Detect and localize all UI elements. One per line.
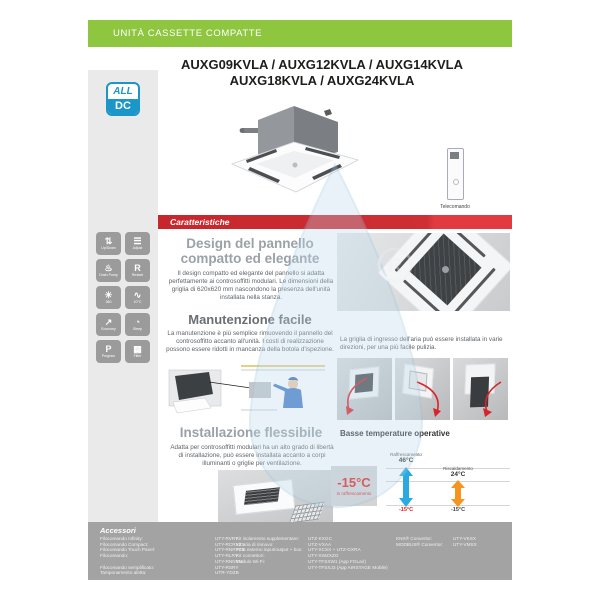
grille-direction-photo-2 [395, 358, 450, 420]
accessory-label: Filocomando Touch Panel: [100, 547, 156, 553]
economy-glyph: ↗ [104, 317, 113, 328]
accessory-value: UTY-RSRY [215, 564, 239, 570]
accessory-value: UTY-TFSXW1 (App FGLair) [308, 558, 366, 564]
swing-updown-icon [96, 232, 121, 255]
accessories-footer [88, 522, 512, 580]
remote-caption: Telecomando [440, 204, 470, 210]
accessory-value: UTY-RLRY [215, 553, 238, 559]
accessory-label: Tamponamento aletta: [100, 570, 147, 576]
program-timer-label: Program [101, 354, 116, 359]
heating-min: -15°C [450, 507, 466, 513]
economy-label: Economy [101, 327, 116, 332]
airflow-360-icon [96, 286, 121, 309]
model-names [110, 57, 534, 89]
remote-control-image [447, 148, 464, 200]
low-temp-title: Basse temperature operative [340, 429, 450, 438]
heat-10c-icon [125, 286, 150, 309]
low-temp-caption: in raffrescamento [336, 491, 372, 496]
panel-photo-panel [377, 233, 510, 311]
cooling-range-labels [385, 452, 427, 464]
filter-label: Filter [133, 354, 142, 359]
installation-section-title: Installazione flessibile [179, 425, 323, 440]
adjust-louver-glyph: ☰ [133, 236, 142, 247]
airflow-360-glyph: ✳ [104, 290, 113, 301]
maintenance-body-right: La griglia di ingresso dell'aria può essere installata in varie direzioni, per una più facile pulizia. [340, 336, 503, 351]
accessory-value: UTY-TFSXJ3 (App AIRSTAGE Mobile) [308, 564, 388, 570]
accessory-value: UTY-RNRYZ5 [215, 547, 245, 553]
remote-button [453, 179, 459, 185]
accessory-value: UTY-XCSX + UTZ-GXRA [308, 547, 361, 553]
program-timer-glyph: P [105, 344, 112, 355]
model-line-2: AUXG18KVLA / AUXG24KVLA [229, 73, 415, 88]
cooling-max: 46°C [398, 457, 414, 464]
accessory-value: UTY-RCRYZ1 [215, 541, 245, 547]
grille-direction-photo-3 [453, 358, 508, 420]
design-section-title [163, 236, 337, 266]
economy-icon [96, 313, 121, 336]
accessory-value: UTY-VKSX [453, 536, 477, 541]
grille-direction-photo-1 [337, 358, 392, 420]
heating-range-arrow [450, 480, 466, 507]
accessory-label: PCB esterno input/output + box: [236, 547, 303, 553]
accessory-label [236, 565, 308, 571]
accessory-value: UTY-XWZXZG [308, 553, 339, 559]
filter-icon [125, 340, 150, 363]
accessory-label: Filocomando Infinity: [100, 536, 143, 541]
accessory-value: UTR-YDZB [215, 570, 239, 576]
maintenance-section-title: Manutenzione facile [188, 312, 312, 327]
accessories-group-3 [396, 536, 477, 547]
maintenance-illustration [165, 358, 333, 420]
sleep-icon [125, 313, 150, 336]
accessory-label: Filocomando Compact: [100, 541, 149, 547]
heating-label: Riscaldamento [443, 466, 473, 471]
panel-photo [337, 233, 510, 311]
accessory-label: Filocomando: [100, 553, 129, 559]
accessory-value: UTZ-VXAA [308, 541, 332, 547]
swing-updown-glyph: ⇅ [104, 236, 113, 247]
installation-photo [218, 470, 333, 530]
drain-pump-label: Drain Pump [99, 273, 118, 278]
heat-10c-glyph: ∿ [133, 290, 142, 301]
low-temp-value: -15°C [337, 475, 371, 490]
installation-slats [244, 487, 280, 505]
accessory-label: MODBUS® Convertor: [396, 541, 444, 547]
red-arrow [339, 376, 373, 416]
accessory-value: UTY-VMSX [453, 541, 477, 547]
airflow-360-label: 360 [105, 300, 112, 305]
program-timer-icon [96, 340, 121, 363]
sleep-label: Sleep [133, 327, 142, 332]
design-section-body: Il design compatto ed elegante del pannello si adatta perfettamente ai controsoffitti modulari. Le dimensioni della griglia di 620x620 mm nascondono la presenza dell'unità installata nella stanza. [168, 270, 334, 301]
accessory-label: Kit connettori: [236, 553, 265, 559]
page-header: UNITÀ CASSETTE COMPATTE [88, 20, 512, 47]
accessory-label: Filocomando semplificato: [100, 564, 155, 570]
sleep-glyph: ◔ [134, 317, 141, 328]
auto-restart-glyph: R [134, 263, 141, 274]
swing-updown-label: Up/Down [101, 246, 116, 251]
accessory-value: UTY-RNNYM [215, 558, 243, 564]
design-title-line2: compatto ed elegante [180, 251, 320, 266]
filter-glyph: ▦ [133, 344, 142, 355]
cassette-unit-image [214, 94, 374, 206]
installation-section-body: Adatta per controsoffitti modulari ha un alto grado di libertà di installazione, può essere installata accanto a corpi illuminanti o griglie per ventilazione. [170, 444, 334, 467]
accessory-label: Kit aria di rinnovo: [236, 541, 274, 547]
cooling-label: Raffrescamento [390, 452, 422, 457]
installation-panel [233, 479, 296, 515]
remote-screen [450, 152, 459, 159]
cooling-min: -15°C [398, 507, 414, 513]
accessory-row [396, 542, 477, 548]
accessory-label: Modulo Wi-Fi: [236, 558, 265, 564]
accessory-label: Kit isolamento supplementare: [236, 536, 300, 541]
accessory-row [236, 565, 388, 571]
accessory-row [100, 570, 244, 576]
auto-restart-icon [125, 259, 150, 282]
auto-restart-label: Restart [131, 273, 144, 278]
svg-text:R: R [387, 255, 403, 277]
all-dc-badge-bottom: DC [108, 99, 138, 114]
red-arrow [413, 378, 449, 418]
maintenance-body-left: La manutenzione è più semplice rimuovendo il pannello del controsoffitto accanto all'unità. I costi di realizzazione possono essere ridotti in mancanza della botola d'ispezione. [166, 330, 334, 353]
accessory-value: UTZ-KXGC [308, 536, 332, 541]
adjust-louver-label: Adjust [132, 246, 143, 251]
drain-pump-glyph: ♨ [104, 263, 113, 274]
left-sidebar [88, 70, 158, 522]
model-line-1: AUXG09KVLA / AUXG12KVLA / AUXG14KVLA [181, 57, 463, 72]
drain-pump-icon [96, 259, 121, 282]
low-temp-box [331, 466, 377, 506]
accessories-group-2 [236, 536, 388, 570]
adjust-louver-icon [125, 232, 150, 255]
accessories-group-1 [100, 536, 244, 576]
cooling-range-arrow [398, 467, 414, 507]
heating-range-labels [437, 466, 479, 478]
all-dc-badge-top: ALL [113, 86, 133, 97]
accessories-title: Accessori [100, 526, 136, 535]
accessory-value: UTY-RVRY [215, 536, 239, 541]
heat-10c-label: 10°C [133, 300, 142, 305]
all-dc-badge [106, 82, 140, 116]
features-bar: Caratteristiche [158, 215, 512, 229]
design-title-line1: Design del pannello [186, 236, 314, 251]
red-arrow [479, 380, 508, 420]
accessory-label: KNX® Convertor: [396, 536, 433, 541]
feature-icon-grid [96, 232, 150, 363]
heating-max: 24°C [450, 471, 466, 478]
